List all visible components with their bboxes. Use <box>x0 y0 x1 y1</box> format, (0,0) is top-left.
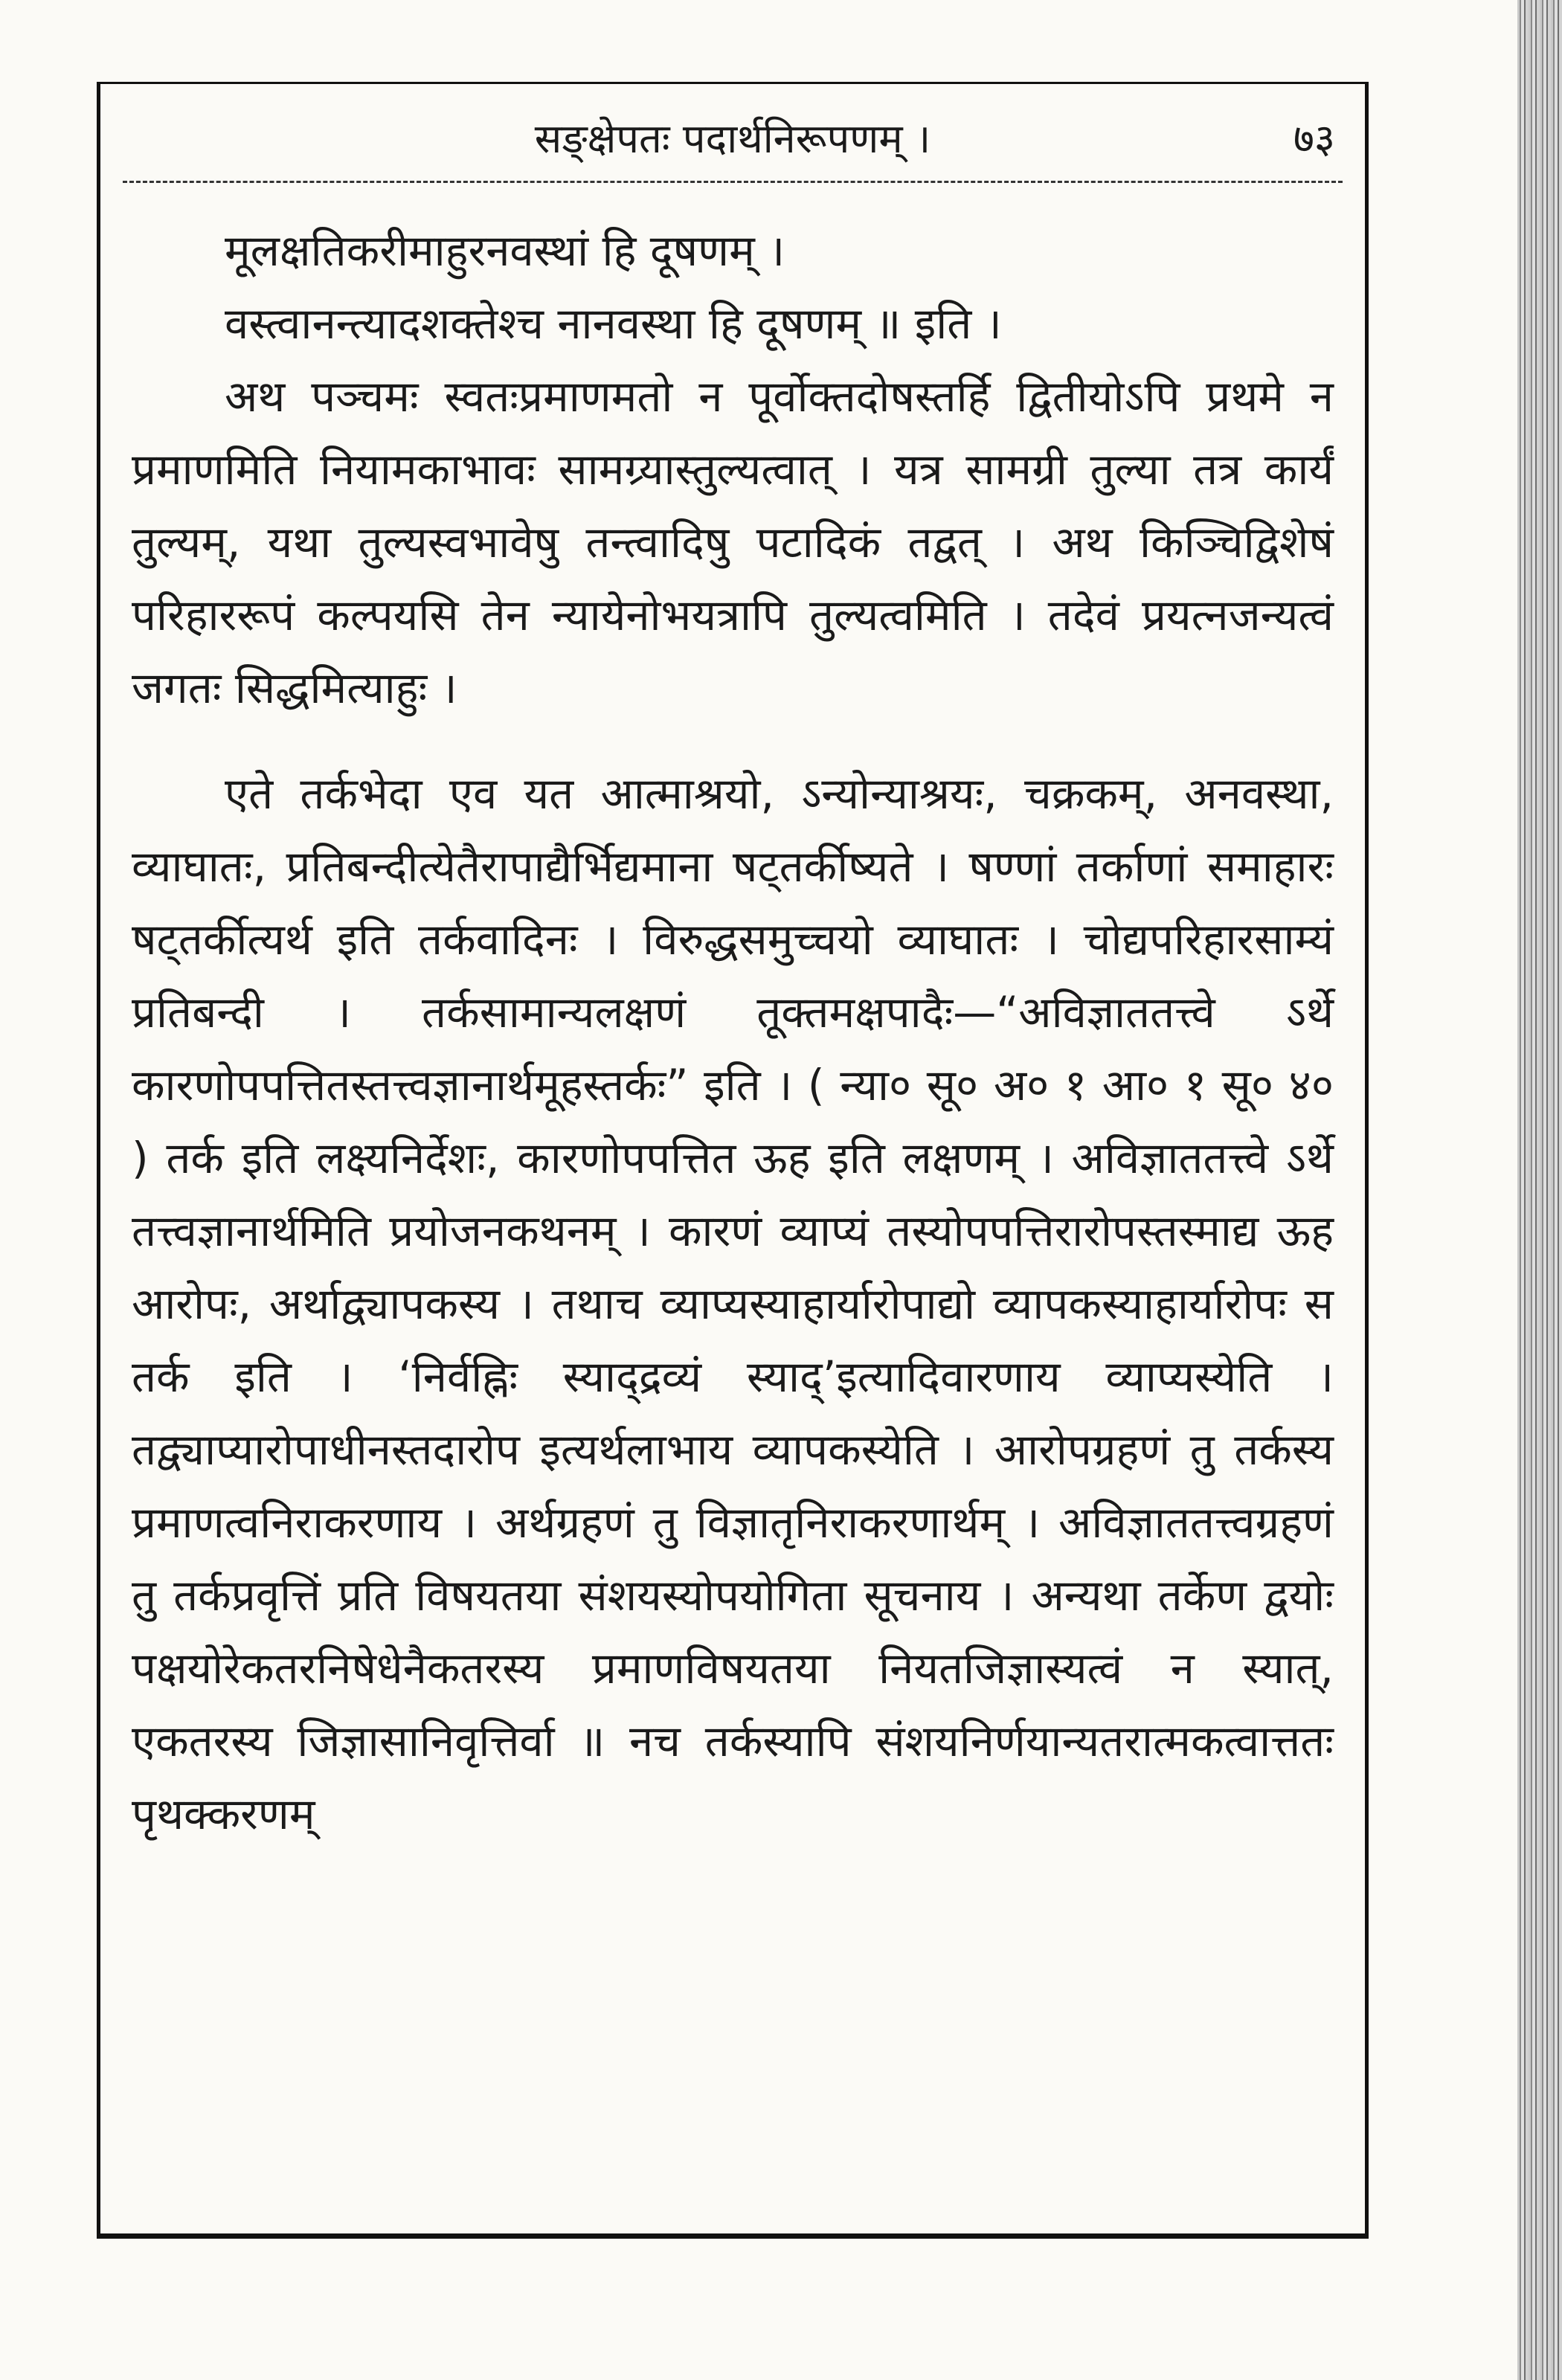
page-frame <box>97 82 1369 2239</box>
header-rule <box>123 181 1343 183</box>
paragraph: अथ पञ्चमः स्वतःप्रमाणमतो न पूर्वोक्तदोषस्तर्हि द्वितीयोऽपि प्रथमे न प्रमाणमिति नियामकाभावः सामग्र्यास्तुल्यत्वात् । यत्र सामग्री तुल्या तत्र कार्यं तुल्यम्, यथा तुल्यस्वभावेषु तन्त्वादिषु पटादिकं तद्वत् । अथ किञ्चिद्विशेषं परिहाररूपं कल्पयसि तेन न्यायेनोभयत्रापि तुल्यत्वमिति । तदेवं प्रयत्नजन्यत्वं जगतः सिद्धमित्याहुः । <box>132 371 1334 713</box>
page-number: ७३ <box>1293 115 1335 162</box>
paragraph: एते तर्कभेदा एव यत आत्माश्रयो, ऽन्योन्याश्रयः, चक्रकम्, अनवस्था, व्याघातः, प्रतिबन्दीत्येतैरापाद्यैर्भिद्यमाना षट्तर्कीष्यते । षण्णां तर्काणां समाहारः षट्तर्कीत्यर्थ इति तर्कवादिनः । विरुद्धसमुच्चयो व्याघातः । चोद्यपरिहारसाम्यं प्रतिबन्दी । तर्कसामान्यलक्षणं तूक्तमक्षपादैः—“अविज्ञाततत्त्वे ऽर्थे कारणोपपत्तितस्तत्त्वज्ञानार्थमूहस्तर्कः” इति । ( न्या० सू० अ० १ आ० १ सू० ४० ) तर्क इति लक्ष्यनिर्देशः, कारणोपपत्तित ऊह इति लक्षणम् । अविज्ञाततत्त्वे ऽर्थे तत्त्वज्ञानार्थमिति प्रयोजनकथनम् । कारणं व्याप्यं तस्योपपत्तिरारोपस्तस्माद्य ऊह आरोपः, अर्थाद्व्यापकस्य । तथाच व्याप्यस्याहार्यारोपाद्यो व्यापकस्याहार्यारोपः स तर्क इति । ‘निर्वह्निः स्याद्द्रव्यं स्याद्’इत्यादिवारणाय व्याप्यस्येति । तद्व्याप्यारोपाधीनस्तदारोप इत्यर्थलाभाय व्यापकस्येति । आरोपग्रहणं तु तर्कस्य प्रमाणत्वनिराकरणाय । अर्थग्रहणं तु विज्ञातृनिराकरणार्थम् । अविज्ञाततत्त्वग्रहणं तु तर्कप्रवृत्तिं प्रति विषयतया संशयस्योपयोगिता सूचनाय । अन्यथा तर्केण द्वयोः पक्षयोरेकतरनिषेधेनैकतरस्य प्रमाणविषयतया नियतजिज्ञास्यत्वं न स्यात्, एकतरस्य जिज्ञासानिवृत्तिर्वा ॥ नच तर्कस्यापि संशयनिर्णयान्यतरात्मकत्वात्ततः पृथक्करणम् <box>132 768 1334 1839</box>
running-header <box>100 103 1365 175</box>
header-title: सङ्क्षेपतः पदार्थनिरूपणम् । <box>534 115 931 162</box>
verse-line: वस्त्वानन्त्यादशक्तेश्च नानवस्था हि दूषणम् ॥ इति । <box>225 298 1002 349</box>
book-binding-edge <box>1517 0 1562 2380</box>
page-body <box>132 214 1334 1850</box>
verse-line: मूलक्षतिकरीमाहुरनवस्थां हि दूषणम् । <box>225 225 785 276</box>
